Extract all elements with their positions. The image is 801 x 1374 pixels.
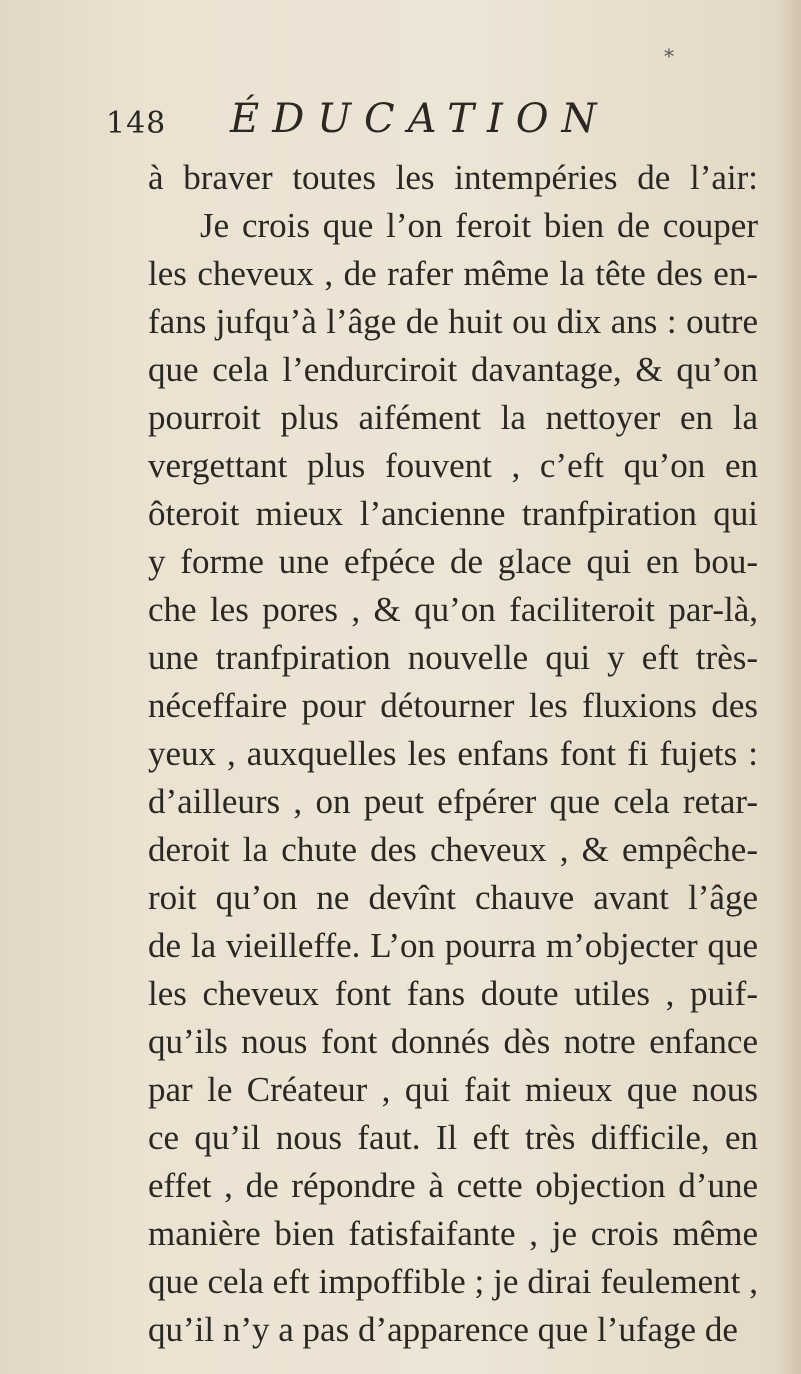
text-line: les cheveux , de rafer même la tête des en- [148, 254, 758, 293]
text-line: ôteroit mieux l’ancienne tranfpiration qui [148, 494, 758, 533]
text-line: d’ailleurs , on peut efpérer que cela retar- [148, 782, 758, 821]
text-line: che les pores , & qu’on faciliteroit par-là, [148, 590, 758, 629]
text-line: y forme une efpéce de glace qui en bou- [148, 542, 758, 581]
body-text [148, 154, 758, 1354]
text-line: manière bien fatisfaifante , je crois même [148, 1214, 758, 1253]
text-line: Je crois que l’on feroit bien de couper [200, 206, 758, 245]
text-line: de la vieilleffe. L’on pourra m’objecter que [148, 926, 758, 965]
text-line: vergettant plus fouvent , c’eft qu’on en [148, 446, 758, 485]
text-line: que cela l’endurciroit davantage, & qu’on [148, 350, 758, 389]
text-line: qu’il n’y a pas d’apparence que l’ufage de [148, 1310, 738, 1349]
text-line: les cheveux font fans doute utiles , puif- [148, 974, 758, 1013]
page-number: 148 [106, 106, 167, 141]
text-line: fans jufqu’à l’âge de huit ou dix ans : outre [148, 302, 758, 341]
text-line: que cela eft impoffible ; je dirai feulement , [148, 1262, 758, 1301]
text-line: qu’ils nous font donnés dès notre enfance [148, 1022, 758, 1061]
text-line: une tranfpiration nouvelle qui y eft très- [148, 638, 758, 677]
text-line: à braver toutes les intempéries de l’air: [148, 158, 758, 197]
chapter-title: ÉDUCATION [230, 96, 610, 142]
text-line: yeux , auxquelles les enfans font fi fujets : [148, 734, 758, 773]
ornament-mark: * [664, 44, 674, 68]
text-line: par le Créateur , qui fait mieux que nous [148, 1070, 758, 1109]
page-edge-shadow [775, 0, 801, 1374]
text-line: néceffaire pour détourner les fluxions des [148, 686, 758, 725]
text-line: roit qu’on ne devînt chauve avant l’âge [148, 878, 758, 917]
text-line: deroit la chute des cheveux , & empêche- [148, 830, 758, 869]
running-head [106, 96, 726, 146]
text-line: effet , de répondre à cette objection d’une [148, 1166, 758, 1205]
text-line: ce qu’il nous faut. Il eft très difficile, en [148, 1118, 758, 1157]
text-line: pourroit plus aifément la nettoyer en la [148, 398, 758, 437]
